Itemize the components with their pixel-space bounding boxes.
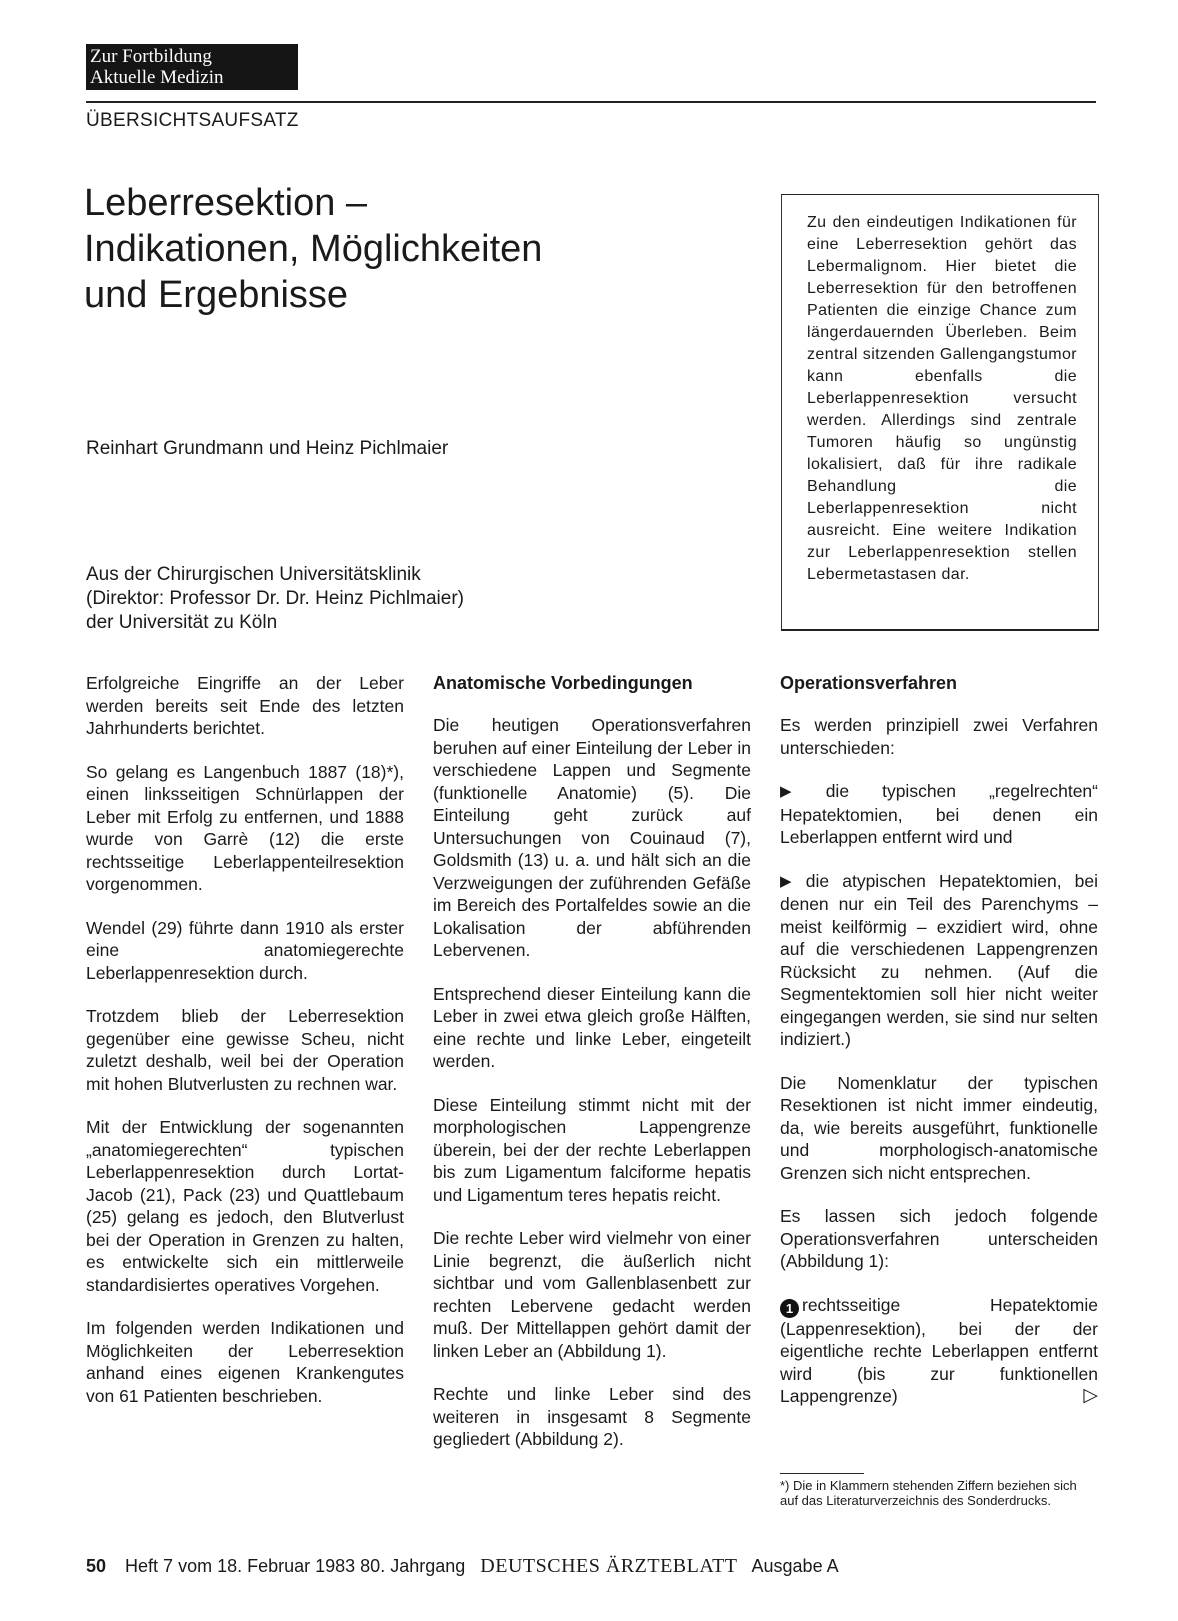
paragraph: Die Nomenklatur der typischen Resektionen ist nicht immer eindeutig, da, wie bereits ausgeführt, funktionelle und morphologisch-anatomische Grenzen sich nicht entsprechen.	[780, 1072, 1098, 1183]
affiliation-line-2: (Direktor: Professor Dr. Dr. Heinz Pichlmaier)	[86, 588, 464, 609]
numbered-item-text: rechtsseitige Hepatektomie (Lappenresektion), bei der der eigentliche rechte Leberlappen entfernt wird (bis zur funktionellen Lappengrenze)	[780, 1294, 1098, 1406]
page-footer	[86, 1555, 839, 1578]
footnote: *) Die in Klammern stehenden Ziffern beziehen sich auf das Literaturverzeichnis des Sonderdrucks.	[780, 1478, 1077, 1508]
page-number: 50	[86, 1556, 107, 1576]
section-kicker: ÜBERSICHTSAUFSATZ	[86, 110, 299, 131]
paragraph: Erfolgreiche Eingriffe an der Leber werden bereits seit Ende des letzten Jahrhunderts berichtet.	[86, 673, 404, 738]
numbered-item	[780, 1294, 1098, 1408]
paragraph: Diese Einteilung stimmt nicht mit der morphologischen Lappengrenze überein, bei der der rechte Leberlappen bis zum Ligamentum falciforme hepatis und Ligamentum teres hepatis reicht.	[433, 1094, 751, 1205]
section-heading-anatomy: Anatomische Vorbedingungen	[433, 673, 693, 693]
paragraph: So gelang es Langenbuch 1887 (18)*), einen linksseitigen Schnürlappen der Leber mit Erfolg zu entfernen, und 1888 wurde von Garrè (12) die erste rechtsseitige Leberlappenteilresektion vorgenommen.	[86, 761, 404, 894]
issue-info: Heft 7 vom 18. Februar 1983 80. Jahrgang	[125, 1556, 466, 1576]
header-rule	[86, 101, 1096, 103]
abstract-text: Zu den eindeutigen Indikationen für eine Leberresektion gehört das Lebermalignom. Hier bietet die Leberresektion für den betroffenen Patienten die einzige Chance zum längerdauernden Überleben. Beim zentral sitzenden Gallengangstumor kann ebenfalls die Leberlappenresektion versucht werden. Allerdings sind zentrale Tumoren häufig so ungünstig lokalisiert, daß für ihre radikale Behandlung die Leberlappenresektion nicht ausreicht. Eine weitere Indikation zur Leberlappenresektion stellen Lebermetastasen dar.	[807, 214, 1077, 583]
paragraph: Die heutigen Operationsverfahren beruhen auf einer Einteilung der Leber in verschiedene Lappen und Segmente (funktionelle Anatomie) (5). Die Einteilung geht zurück auf Untersuchungen von Couinaud (7), Goldsmith (13) u. a. und hält sich an die Verzweigungen der zuführenden Gefäße im Bereich des Portalfeldes sowie an die Lokalisation der abführenden Lebervenen.	[433, 715, 751, 960]
paragraph: Wendel (29) führte dann 1910 als erster eine anatomiegerechte Leberlappenresektion durch.	[86, 917, 404, 983]
triangle-bullet-icon: ▶	[780, 872, 800, 890]
title-line-1: Leberresektion –	[84, 182, 368, 224]
continue-arrow-icon: ▷	[1083, 1385, 1098, 1406]
bullet-item	[780, 870, 1098, 1051]
numbered-circle-icon: 1	[780, 1299, 799, 1318]
bullet-item	[780, 780, 1098, 849]
paragraph: Die rechte Leber wird vielmehr von einer Linie begrenzt, die äußerlich nicht sichtbar und vom Gallenblasenbett zur rechten Lebervene gedacht werden muß. Der Mittellappen gehört damit der linken Leber an (Abbildung 1).	[433, 1228, 751, 1361]
paragraph: Im folgenden werden Indikationen und Möglichkeiten der Leberresektion anhand eines eigenen Krankengutes von 61 Patienten beschrieben.	[86, 1318, 404, 1406]
badge-line-1: Zur Fortbildung	[90, 46, 212, 67]
paragraph: Es werden prinzipiell zwei Verfahren unterschieden:	[780, 715, 1098, 758]
column-3	[780, 672, 1098, 1429]
bullet-text: die atypischen Hepatektomien, bei denen nur ein Teil des Parenchyms – meist keilförmig – exzidiert wird, ohne auf die verschiedenen Lappengrenzen Rücksicht zu nehmen. (Auf die Segmentektomien soll hier nicht weiter eingegangen werden, sie sind nur selten indiziert.)	[780, 870, 1098, 1049]
paragraph: Mit der Entwicklung der sogenannten „anatomiegerechten“ typischen Leberlappenresektion durch Lortat-Jacob (21), Pack (23) und Quattlebaum (25) gelang es jedoch, den Blutverlust bei der Operation in Grenzen zu halten, es entwickelte sich ein mittlerweile standardisiertes operatives Vorgehen.	[86, 1117, 404, 1295]
paragraph: Rechte und linke Leber sind des weiteren in insgesamt 8 Segmente gegliedert (Abbildung 2).	[433, 1384, 751, 1449]
affiliation	[86, 563, 464, 635]
affiliation-line-1: Aus der Chirurgischen Universitätsklinik	[86, 564, 421, 585]
paragraph: Trotzdem blieb der Leberresektion gegenüber eine gewisse Scheu, nicht zuletzt deshalb, weil bei der Operation mit hohen Blutverlusten zu rechnen war.	[86, 1006, 404, 1094]
column-1	[86, 672, 404, 1428]
section-heading-procedures: Operationsverfahren	[780, 673, 958, 693]
abstract-box-bottom-rule	[781, 629, 1099, 631]
bullet-text: die typischen „regelrechten“ Hepatektomien, bei denen ein Leberlappen entfernt wird und	[780, 781, 1098, 847]
article-title	[84, 180, 724, 318]
triangle-bullet-icon: ▶	[780, 783, 820, 800]
paragraph: Entsprechend dieser Einteilung kann die Leber in zwei etwa gleich große Hälften, eine rechte und linke Leber, eingeteilt werden.	[433, 983, 751, 1071]
footnote-rule	[780, 1473, 864, 1474]
column-2	[433, 672, 751, 1472]
paragraph: Es lassen sich jedoch folgende Operationsverfahren unterscheiden (Abbildung 1):	[780, 1206, 1098, 1271]
affiliation-line-3: der Universität zu Köln	[86, 612, 278, 633]
category-badge	[86, 44, 298, 90]
badge-line-2: Aktuelle Medizin	[90, 67, 224, 88]
title-line-2: Indikationen, Möglichkeiten	[84, 228, 543, 270]
authors: Reinhart Grundmann und Heinz Pichlmaier	[86, 438, 449, 459]
title-line-3: und Ergebnisse	[84, 274, 349, 316]
journal-name: DEUTSCHES ÄRZTEBLATT	[480, 1555, 738, 1577]
edition: Ausgabe A	[751, 1556, 839, 1576]
